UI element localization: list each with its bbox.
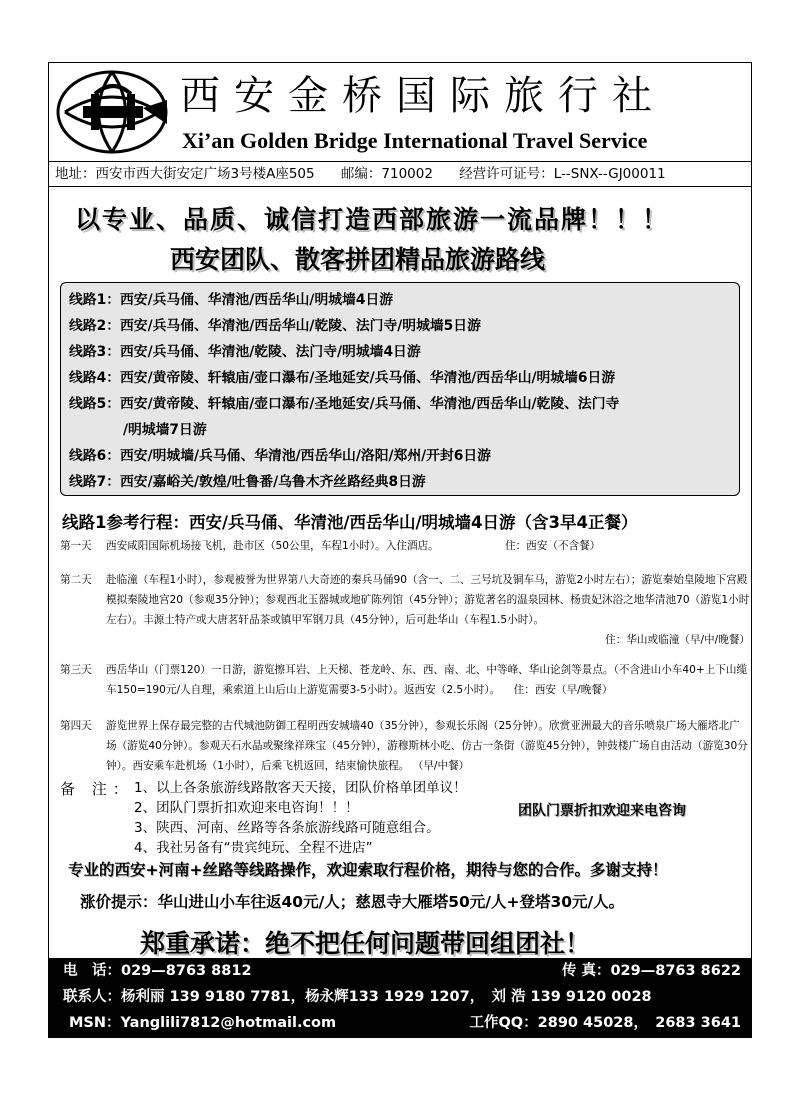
itinerary-day bbox=[60, 716, 750, 778]
globe-bridge-logo-icon bbox=[55, 68, 173, 156]
note-item: 4、我社另备有“贵宾纯玩、全程不进店” bbox=[134, 840, 373, 856]
day-accommodation: 住：华山或临潼（早/中/晚餐） bbox=[605, 634, 750, 646]
route-item-continued: /明城墙7日游 bbox=[123, 422, 207, 438]
address-text: 地址：西安市西大街安定广场3号楼A座505 bbox=[55, 166, 315, 182]
itinerary-day bbox=[60, 570, 750, 652]
day-description bbox=[106, 716, 750, 776]
notes-label: 备 注： bbox=[60, 780, 134, 798]
work-qq: 工作QQ：2890 45028， 2683 3641 bbox=[469, 1015, 741, 1031]
day-description-text: 游览世界上保存最完整的古代城池防御工程明西安城墙40（35分钟），参观长乐阁（25分钟）。欣赏亚洲最大的音乐喷泉广场大雁塔北广场（游览40分钟）。参观天石水晶或聚缘祥珠宝（45分钟），游穆斯林小吃、仿古一条街（游览45分钟），钟鼓楼广场自由活动（游览30分钟）。西安乘车赴机场（1小时），后乘飞机返回，结束愉快旅程。 bbox=[106, 720, 748, 772]
day-description bbox=[106, 660, 750, 700]
day-label: 第四天 bbox=[60, 720, 92, 732]
ticket-discount-callout: 团队门票折扣欢迎来电咨询 bbox=[518, 803, 686, 819]
main-slogan: 以专业、品质、诚信打造西部旅游一流品牌！！！ bbox=[75, 205, 670, 234]
day-accommodation: （早/中餐） bbox=[412, 760, 470, 772]
day-label: 第一天 bbox=[60, 540, 92, 552]
route-item: 线路7：西安/嘉峪关/敦煌/吐鲁番/乌鲁木齐丝路经典8日游 bbox=[69, 474, 426, 490]
sub-slogan: 西安团队、散客拼团精品旅游路线 bbox=[170, 245, 546, 274]
promise-statement: 郑重承诺：绝不把任何问题带回组团社！ bbox=[140, 929, 591, 958]
license-text: 经营许可证号：L--SNX--GJ00011 bbox=[459, 166, 666, 182]
contact-persons: 联系人：杨利丽 139 9180 7781，杨永辉133 1929 1207， 刘 浩 139 9120 0028 bbox=[63, 989, 652, 1005]
route-item: 线路6：西安/明城墙/兵马俑、华清池/西岳华山/洛阳/郑州/开封6日游 bbox=[69, 448, 491, 464]
day-description: 西安咸阳国际机场接飞机，赴市区（50公里，车程1小时）。入住酒店。 bbox=[106, 540, 439, 552]
day-label: 第二天 bbox=[60, 574, 92, 586]
agency-name-chinese: 西安金桥国际旅行社 bbox=[180, 73, 666, 119]
route-item: 线路5：西安/黄帝陵、轩辕庙/壶口瀑布/圣地延安/兵马俑、华清池/西岳华山/乾陵、法门寺 bbox=[69, 396, 620, 412]
address-bar bbox=[49, 161, 751, 187]
agency-name-english: Xi’an Golden Bridge International Travel Service bbox=[182, 128, 648, 153]
day-description-text: 西岳华山（门票120）一日游，游览擦耳岩、上天梯、苍龙岭、东、西、南、北、中等峰、华山论剑等景点。（不含进山小车40+上下山缆车150=190元/人自理，乘索道上山后山上游览需要3-5小时）。返西安（2.5小时）。 bbox=[106, 664, 748, 696]
itinerary-title: 线路1参考行程：西安/兵马俑、华清池/西岳华山/明城墙4日游（含3早4正餐） bbox=[62, 513, 638, 532]
day-accommodation: 住：西安（不含餐） bbox=[505, 540, 601, 552]
route-item: 线路1：西安/兵马俑、华清池/西岳华山/明城墙4日游 bbox=[69, 292, 394, 308]
routes-box bbox=[60, 282, 740, 496]
msn-address: MSN：Yanglili7812@hotmail.com bbox=[69, 1015, 337, 1031]
phone-number: 电 话：029—8763 8812 bbox=[63, 963, 252, 979]
itinerary-day bbox=[60, 536, 750, 558]
postcode-text: 邮编：710002 bbox=[340, 166, 433, 182]
note-item: 3、陕西、河南、丝路等各条旅游线路可随意组合。 bbox=[134, 820, 440, 836]
contact-footer bbox=[49, 958, 751, 1038]
day-description: 赴临潼（车程1小时），参观被誉为世界第八大奇迹的秦兵马俑90（含一、二、三号坑及铜车马，游览2小时左右）；游览秦始皇陵地下宫殿模拟秦陵地宫20（参观35分钟）；参观西北玉器城或地矿陈列馆（45分钟）；游览著名的温泉园林、杨贵妃沐浴之地华清池70（游览1小时左右）。丰源土特产或大唐茗轩品茶或镇甲军钢刀具（45分钟），后可赴华山（车程1.5小时）。 bbox=[106, 574, 750, 626]
price-increase-note: 涨价提示：华山进山小车往返40元/人；慈恩寺大雁塔50元/人+登塔30元/人。 bbox=[80, 893, 625, 911]
route-item: 线路2：西安/兵马俑、华清池/西岳华山/乾陵、法门寺/明城墙5日游 bbox=[69, 318, 481, 334]
fax-number: 传 真：029—8763 8622 bbox=[561, 963, 741, 979]
day-accommodation: 住：西安（早/晚餐） bbox=[513, 684, 613, 696]
day-label: 第三天 bbox=[60, 664, 92, 676]
note-item: 2、团队门票折扣欢迎来电咨询！！！ bbox=[134, 800, 359, 816]
service-statement: 专业的西安+河南+丝路等线路操作，欢迎索取行程价格，期待与您的合作。多谢支持！ bbox=[68, 861, 668, 879]
note-item: 1、以上各条旅游线路散客天天接，团队价格单团单议！ bbox=[134, 780, 467, 796]
route-item: 线路4：西安/黄帝陵、轩辕庙/壶口瀑布/圣地延安/兵马俑、华清池/西岳华山/明城墙6日游 bbox=[69, 370, 616, 386]
itinerary-day bbox=[60, 660, 750, 704]
route-item: 线路3：西安/兵马俑、华清池/乾陵、法门寺/明城墙4日游 bbox=[69, 344, 421, 360]
